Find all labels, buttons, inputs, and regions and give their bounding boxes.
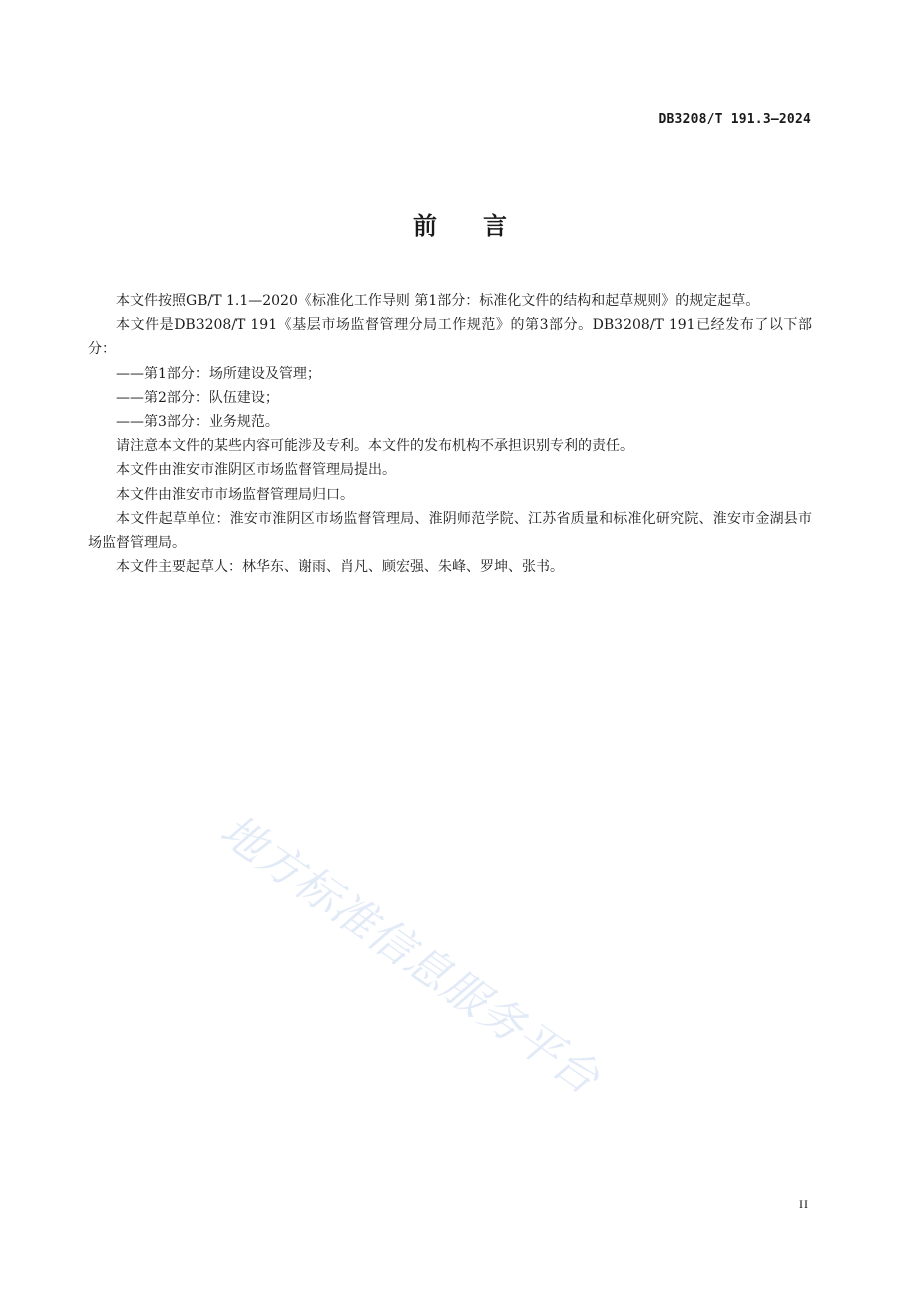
foreword-body [88, 289, 812, 579]
paragraph-patent-notice: 请注意本文件的某些内容可能涉及专利。本文件的发布机构不承担识别专利的责任。 [116, 438, 634, 455]
list-item-part-2: ——第2部分：队伍建设； [116, 389, 279, 406]
paragraph-part-description: 本文件是DB3208/T 191《基层市场监督管理分局工作规范》的第3部分。DB3208/T 191已经发布了以下部分： [88, 317, 812, 358]
page-number: II [799, 1197, 809, 1211]
watermark: 地方标准信息服务平台 [210, 804, 609, 1105]
page-title [0, 206, 920, 241]
title-char-2: 言 [483, 212, 507, 240]
title-char-1: 前 [413, 212, 437, 240]
document-code: DB3208/T 191.3—2024 [658, 112, 811, 127]
paragraph-proposer: 本文件由淮安市淮阴区市场监督管理局提出。 [116, 462, 396, 479]
list-item-part-3: ——第3部分：业务规范。 [116, 414, 279, 431]
paragraph-drafting-basis: 本文件按照GB/T 1.1—2020《标准化工作导则 第1部分：标准化文件的结构和起草规则》的规定起草。 [116, 293, 760, 309]
paragraph-drafters: 本文件主要起草人：林华东、谢雨、肖凡、顾宏强、朱峰、罗坤、张书。 [116, 559, 564, 576]
list-item-part-1: ——第1部分：场所建设及管理； [116, 365, 321, 382]
paragraph-drafting-units: 本文件起草单位：淮安市淮阴区市场监督管理局、淮阴师范学院、江苏省质量和标准化研究院、淮安市金湖县市场监督管理局。 [88, 510, 812, 552]
paragraph-centralized-unit: 本文件由淮安市市场监督管理局归口。 [116, 486, 354, 503]
